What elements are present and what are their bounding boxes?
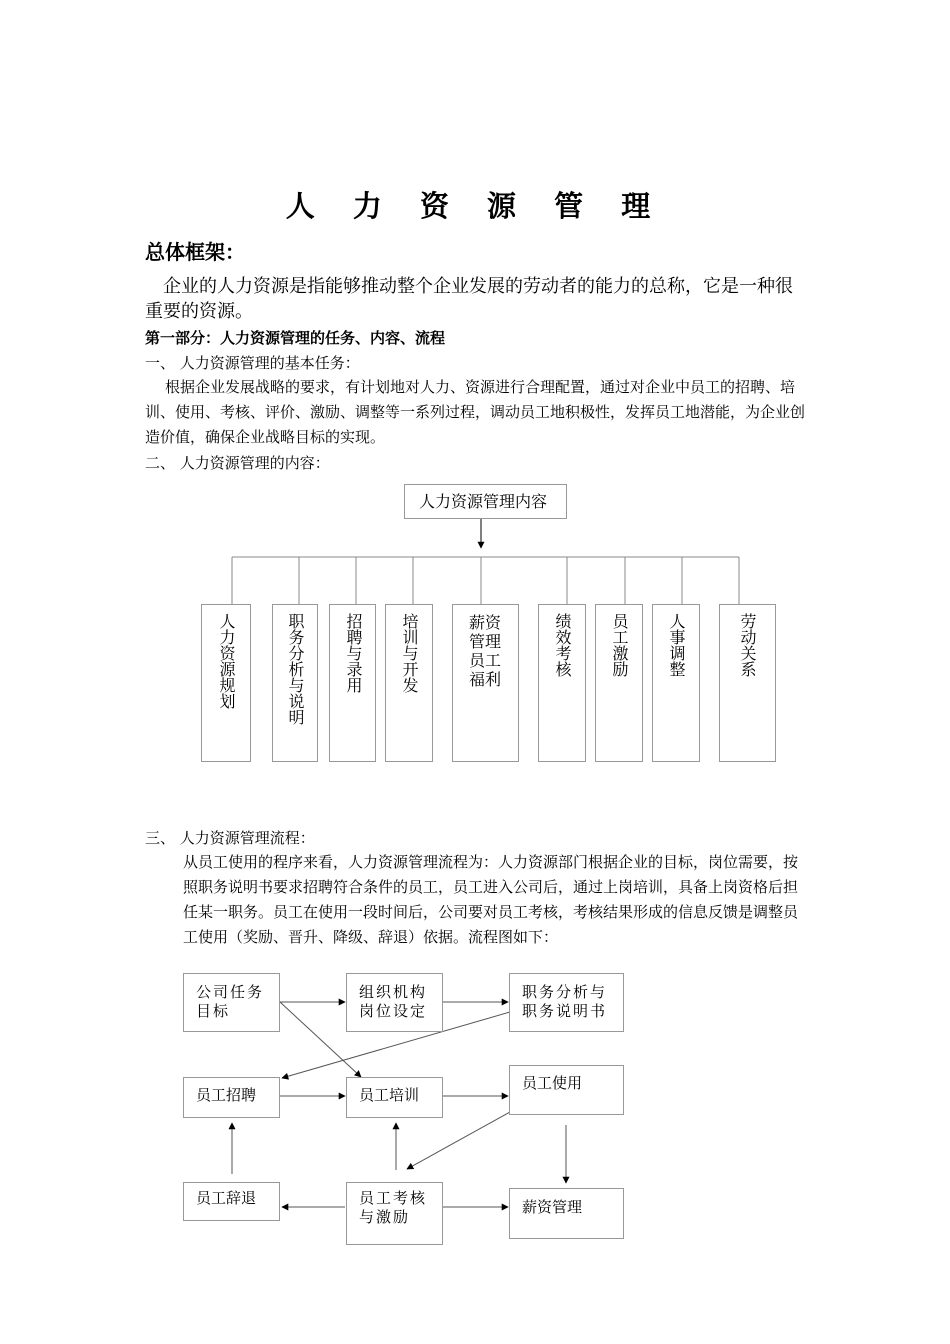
flow-dismiss-label: 员工辞退 <box>196 1189 257 1207</box>
flow-train-box <box>346 1077 443 1118</box>
content-item-label: 招聘与录用 <box>344 613 363 693</box>
flow-org-box <box>346 973 443 1032</box>
flow-recruit-label: 员工招聘 <box>196 1086 257 1104</box>
flow-dismiss-box <box>183 1182 280 1221</box>
flow-train-label: 员工培训 <box>359 1086 420 1104</box>
section2-title: 二、 人力资源管理的内容： <box>145 454 330 472</box>
content-item-label: 员工激励 <box>610 613 629 677</box>
content-item-box <box>595 604 643 762</box>
flow-salary-box <box>509 1188 624 1239</box>
flow-assess-box <box>346 1182 443 1245</box>
content-item-box <box>452 604 519 762</box>
content-item-box <box>719 604 776 762</box>
content-item-label: 劳动关系 <box>738 613 757 677</box>
content-item-box <box>329 604 376 762</box>
content-item-box <box>652 604 700 762</box>
part1-heading: 第一部分：人力资源管理的任务、内容、流程 <box>145 329 446 347</box>
flow-job-label: 职务分析与职务说明书 <box>522 983 608 1020</box>
section1-body: 根据企业发展战略的要求，有计划地对人力、资源进行合理配置，通过对企业中员工的招聘、培训、使用、考核、评价、激励、调整等一系列过程，调动员工地积极性，发挥员工地潜能，为企业创造价值，确保企业战略目标的实现。 <box>145 378 806 446</box>
content-item-label: 人事调整 <box>667 613 686 677</box>
section3-title: 三、 人力资源管理流程： <box>145 829 315 847</box>
content-item-box <box>538 604 586 762</box>
flow-task-box <box>183 973 280 1032</box>
flow-use-label: 员工使用 <box>522 1074 583 1092</box>
content-item-label: 薪资管理员工福利 <box>469 613 502 689</box>
content-item-label: 绩效考核 <box>553 613 572 677</box>
flow-task-label: 公司任务目标 <box>196 983 265 1020</box>
content-item-box <box>385 604 433 762</box>
overall-heading: 总体框架： <box>145 240 245 264</box>
flow-org-label: 组织机构岗位设定 <box>359 983 428 1020</box>
flow-job-box <box>509 973 624 1032</box>
flow-use-box <box>509 1065 624 1115</box>
flow-assess-label: 员工考核与激励 <box>359 1189 428 1226</box>
content-item-box <box>201 604 251 762</box>
content-item-label: 职务分析与说明 <box>286 613 305 725</box>
diagram-root-label: 人力资源管理内容 <box>419 492 548 511</box>
section1-title: 一、 人力资源管理的基本任务： <box>145 354 360 372</box>
content-item-label: 培训与开发 <box>400 613 419 693</box>
flow-salary-label: 薪资管理 <box>522 1198 583 1216</box>
content-item-label: 人力资源规划 <box>217 613 236 709</box>
page-title: 人 力 资 源 管 理 <box>285 189 665 223</box>
flow-recruit-box <box>183 1077 280 1118</box>
intro-paragraph: 企业的人力资源是指能够推动整个企业发展的劳动者的能力的总称，它是一种很重要的资源。 <box>145 276 793 322</box>
diagram-root-box <box>404 484 567 519</box>
section3-body: 从员工使用的程序来看，人力资源管理流程为：人力资源部门根据企业的目标，岗位需要，按照职务说明书要求招聘符合条件的员工，员工进入公司后，通过上岗培训，具备上岗资格后担任某一职务。员工在使用一段时间后，公司要对员工考核，考核结果形成的信息反馈是调整员工使用（奖励、晋升、降级、辞退）依据。流程图如下： <box>183 853 799 946</box>
content-item-box <box>272 604 318 762</box>
